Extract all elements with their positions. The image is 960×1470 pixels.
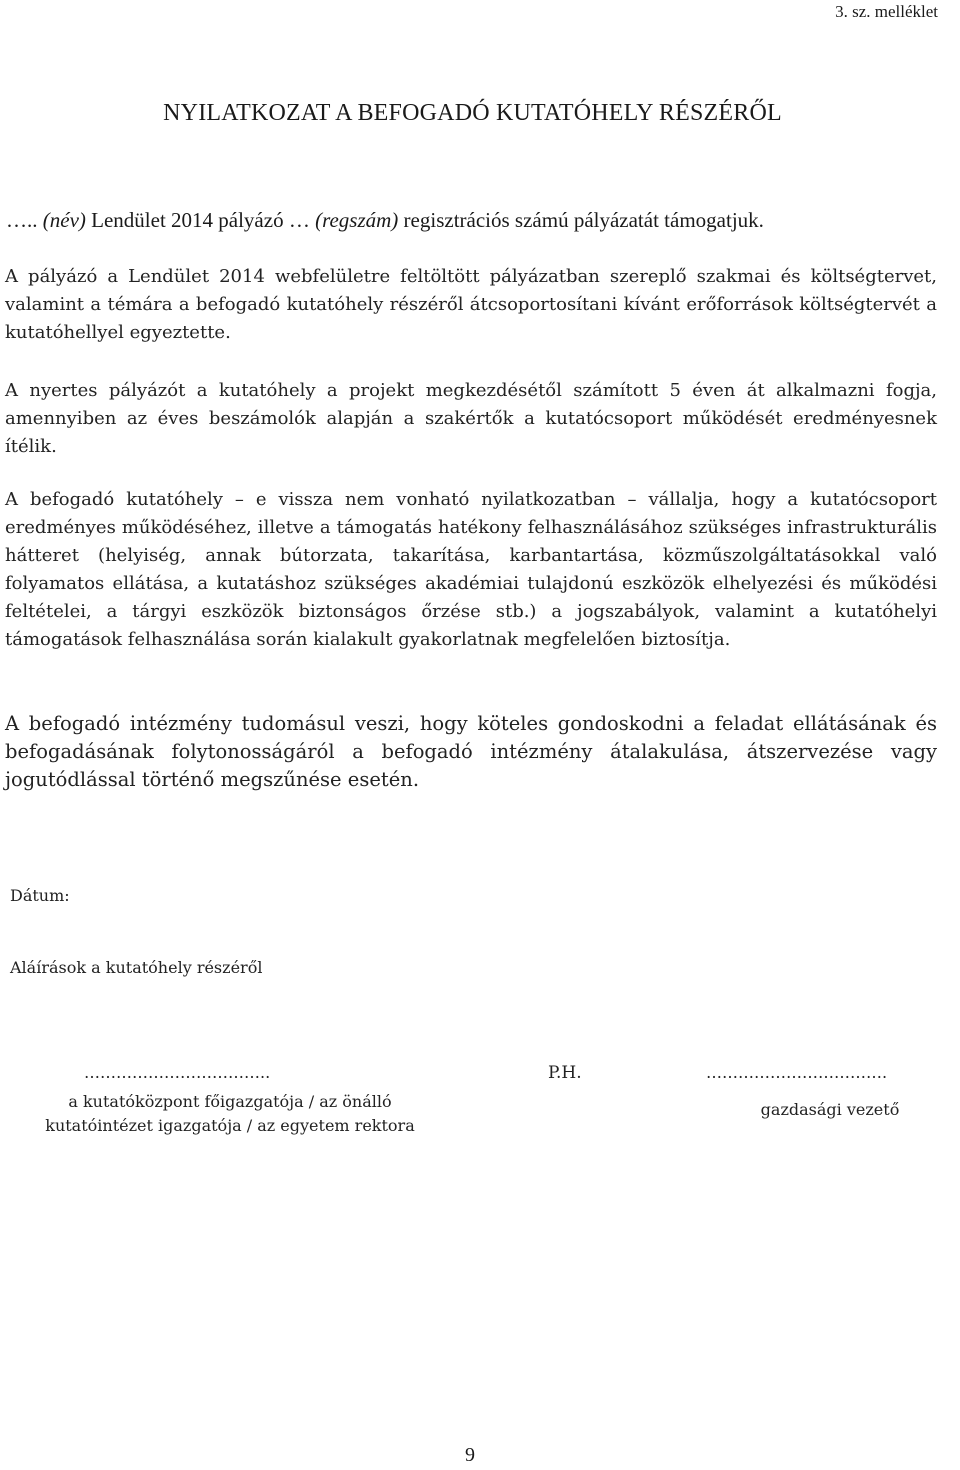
paragraph-budget: A pályázó a Lendület 2014 webfelületre feltöltött pályázatban szereplő szakmai és költségtervet, valamint a témára a befogadó kutatóhely részéről átcsoportosítani kívánt erőforrások költségtervét a kutatóhellyel egyeztette. [5, 266, 937, 343]
date-label: Dátum: [10, 886, 70, 905]
regnum-placeholder: (regszám) [315, 208, 399, 232]
intro-middle: Lendület 2014 pályázó … [85, 208, 316, 232]
left-signature-line: …………………………….. [84, 1063, 271, 1082]
signatures-label: Aláírások a kutatóhely részéről [10, 958, 263, 977]
right-signature-line: ……………………………. [706, 1063, 888, 1082]
right-signatory: gazdasági vezető [760, 1100, 900, 1119]
document-title: NYILATKOZAT A BEFOGADÓ KUTATÓHELY RÉSZÉRŐL [163, 100, 782, 126]
left-signatory-line2: kutatóintézet igazgatója / az egyetem rektora [45, 1116, 415, 1135]
name-placeholder: (név) [42, 208, 86, 232]
intro-line [6, 208, 764, 233]
paragraph-employment: A nyertes pályázót a kutatóhely a projekt megkezdésétől számított 5 éven át alkalmazni fogja, amennyiben az éves beszámolók alapján a szakértők a kutatócsoport működését eredményesnek ítélik. [5, 380, 937, 457]
intro-suffix: regisztrációs számú pályázatát támogatjuk. [398, 208, 764, 232]
left-signatory [20, 1090, 440, 1138]
paragraph-infrastructure: A befogadó kutatóhely – e vissza nem vonható nyilatkozatban – vállalja, hogy a kutatócsoport eredményes működéséhez, illetve a támogatás hatékony felhasználásához szükséges infrastrukturális hátteret (helyiség, annak bútorzata, takarítása, karbantartása, közműszolgáltatásokkal való folyamatos ellátása, a kutatáshoz szükséges akadémiai tulajdonú eszközök elhelyezési és működési feltételei, a tárgyi eszközök biztonságos őrzése stb.) a jogszabályok, valamint a kutatóhelyi támogatások felhasználása során kialakult gyakorlatnak megfelelően biztosítja. [5, 489, 937, 650]
stamp-label: P.H. [548, 1063, 582, 1083]
left-signatory-line1: a kutatóközpont főigazgatója / az önálló [68, 1092, 392, 1111]
annex-label: 3. sz. melléklet [835, 2, 938, 21]
intro-prefix: ….. [6, 208, 43, 232]
paragraph-continuity: A befogadó intézmény tudomásul veszi, hogy köteles gondoskodni a feladat ellátásának és befogadásának folytonosságáról a befogadó intézmény átalakulása, átszervezése vagy jogutódlással történő megszűnése esetén. [5, 712, 937, 791]
page-number: 9 [465, 1444, 475, 1466]
